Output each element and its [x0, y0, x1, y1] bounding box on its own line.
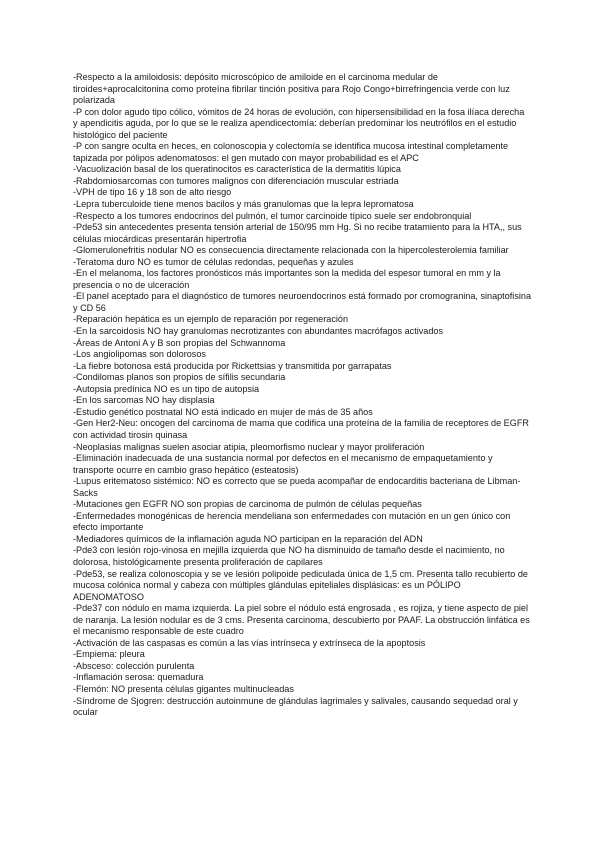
- paragraph-egfr: -Mutaciones gen EGFR NO son propias de carcinoma de pulmón de células pequeñas: [73, 499, 422, 510]
- paragraph-amiloidosis: -Respecto a la amiloidosis: depósito microscópico de amiloide en el carcinoma medular de tiroides+aprocalcitonina como proteína fibrilar tinción positiva para Rojo Congo+birrefringencia verde con luz polarizada: [73, 72, 510, 106]
- paragraph-lupus: -Lupus eritematoso sistémico: NO es correcto que se pueda acompañar de endocarditis bacteriana de Libman-Sacks: [73, 476, 521, 498]
- paragraph-condilomas: -Condilomas planos son propios de sífilis secundaria: [73, 372, 286, 383]
- paragraph-carcinoide: -Respecto a los tumores endocrinos del pulmón, el tumor carcinoide típico suele ser endobronquial: [73, 210, 472, 221]
- paragraph-fiebre-botonosa: -La fiebre botonosa está producida por Rickettsias y transmitida por garrapatas: [73, 360, 392, 371]
- paragraph-piel-naranja: -Pde37 con nódulo en mama izquierda. La piel sobre el nódulo está engrosada , es rojiza, y tiene aspecto de piel de naranja. La lesión nodular es de 3 cms. Presenta carcinoma, descubierto por PAAF. La obstrucción linfática es el mecanismo responsable de este cuadro: [73, 603, 530, 637]
- paragraph-autopsia: -Autopsia predínica NO es un tipo de autopsia: [73, 383, 260, 394]
- paragraph-polipos-apc: -P con sangre oculta en heces, en colonoscopia y colectomía se identifica mucosa intestinal completamente tapizada por pólipos adenomatosos: el gen mutado con mayor probabilidad es el APC: [73, 141, 509, 163]
- paragraph-vph: -VPH de tipo 16 y 18 son de alto riesgo: [73, 187, 232, 198]
- document-body: [73, 72, 531, 719]
- paragraph-neuroendocrinos: -El panel aceptado para el diagnóstico de tumores neuroendocrinos está formado por cromogranina, sinaptofisina y CD 56: [73, 291, 531, 313]
- paragraph-angiolipomas: -Los angiolipomas son dolorosos: [73, 349, 206, 360]
- paragraph-glomerulonefritis: -Glomerulonefritis nodular NO es consecuencia directamente relacionada con la hipercolesterolemia familiar: [73, 245, 509, 256]
- paragraph-lepra: -Lepra tuberculoide tiene menos bacilos y más granulomas que la lepra lepromatosa: [73, 199, 414, 210]
- paragraph-sjogren: -Síndrome de Sjogren: destrucción autoinmune de glándulas lagrimales y salivales, causando sequedad oral y ocular: [73, 695, 518, 718]
- paragraph-monogenicas: -Enfermedades monogénicas de herencia mendeliana son enfermedades con mutación en un gen único con efecto importante: [73, 510, 511, 533]
- paragraph-estudio-genetico: -Estudio genético postnatal NO está indicado en mujer de más de 35 años: [73, 406, 373, 417]
- paragraph-caspasas: -Activación de las caspasas es común a las vías intrínseca y extrínseca de la apoptosis: [73, 637, 426, 648]
- paragraph-flemon: -Flemón: NO presenta células gigantes multinucleadas: [73, 683, 294, 694]
- paragraph-melanoma: -En el melanoma, los factores pronósticos más importantes son la medida del espesor tumoral en mm y la presencia o no de ulceración: [73, 268, 501, 290]
- paragraph-teratoma: -Teratoma duro NO es tumor de células redondas, pequeñas y azules: [73, 256, 354, 267]
- paragraph-dermatitis-lupica: -Vacuolización basal de los queratinocitos es característica de la dermatitis lúpica: [73, 164, 401, 175]
- paragraph-neoplasias: -Neoplasias malignas suelen asociar atipia, pleomorfismo nuclear y mayor proliferación: [73, 441, 425, 452]
- paragraph-reparacion-hepatica: -Reparación hepática es un ejemplo de reparación por regeneración: [73, 314, 349, 325]
- paragraph-empiema: -Empiema: pleura: [73, 649, 145, 660]
- paragraph-polipo-adenomatoso: -Pde53, se realiza colonoscopia y se ve lesión polipoide pediculada única de 1,5 cm. Presenta tallo recubierto de mucosa colónica normal y cabeza con múltiples glándulas epiteliales displásicas: es un PÓLIPO ADENOMATOSO: [73, 568, 528, 602]
- paragraph-hta-hipertrofia: -Pde53 sin antecedentes presenta tensión arterial de 150/95 mm Hg. Si no recibe tratamiento para la HTA,, sus células miocárdicas presentarán hipertrofia: [73, 222, 522, 244]
- paragraph-inflamacion-serosa: -Inflamación serosa: quemadura: [73, 672, 204, 683]
- paragraph-esteatosis: -Eliminación inadecuada de una sustancia normal por defectos en el mecanismo de empaquetamiento y transporte ocurre en cambio graso hepático (esteatosis): [73, 453, 493, 475]
- paragraph-apendicitis: -P con dolor agudo tipo cólico, vómitos de 24 horas de evolución, con hipersensibilidad en la fosa ilíaca derecha y apendicitis aguda, por lo que se le realiza apendicectomía: deberían predominar los neutrófilos en el estudio histológico del paciente: [73, 106, 525, 140]
- paragraph-rabdomiosarcomas: -Rabdomiosarcomas con tumores malignos con diferenciación muscular estriada: [73, 175, 399, 186]
- paragraph-sarcoidosis: -En la sarcoidosis NO hay granulomas necrotizantes con abundantes macrófagos activados: [73, 326, 444, 337]
- paragraph-absceso: -Absceso: colección purulenta: [73, 660, 195, 671]
- paragraph-mediadores: -Mediadores químicos de la inflamación aguda NO participan en la reparación del ADN: [73, 533, 423, 544]
- paragraph-her2: -Gen Her2-Neu: oncogen del carcinoma de mama que codifica una proteína de la familia de receptores de EGFR con actividad tirosin quinasa: [73, 418, 529, 440]
- paragraph-schwannoma: -Áreas de Antoni A y B son propias del Schwannoma: [73, 337, 286, 348]
- paragraph-capilares: -Pde3 con lesión rojo-vinosa en mejilla izquierda que NO ha disminuido de tamaño desde el nacimiento, no dolorosa, histológicamente presenta proliferación de capilares: [73, 545, 505, 567]
- paragraph-sarcomas: -En los sarcomas NO hay displasia: [73, 395, 215, 406]
